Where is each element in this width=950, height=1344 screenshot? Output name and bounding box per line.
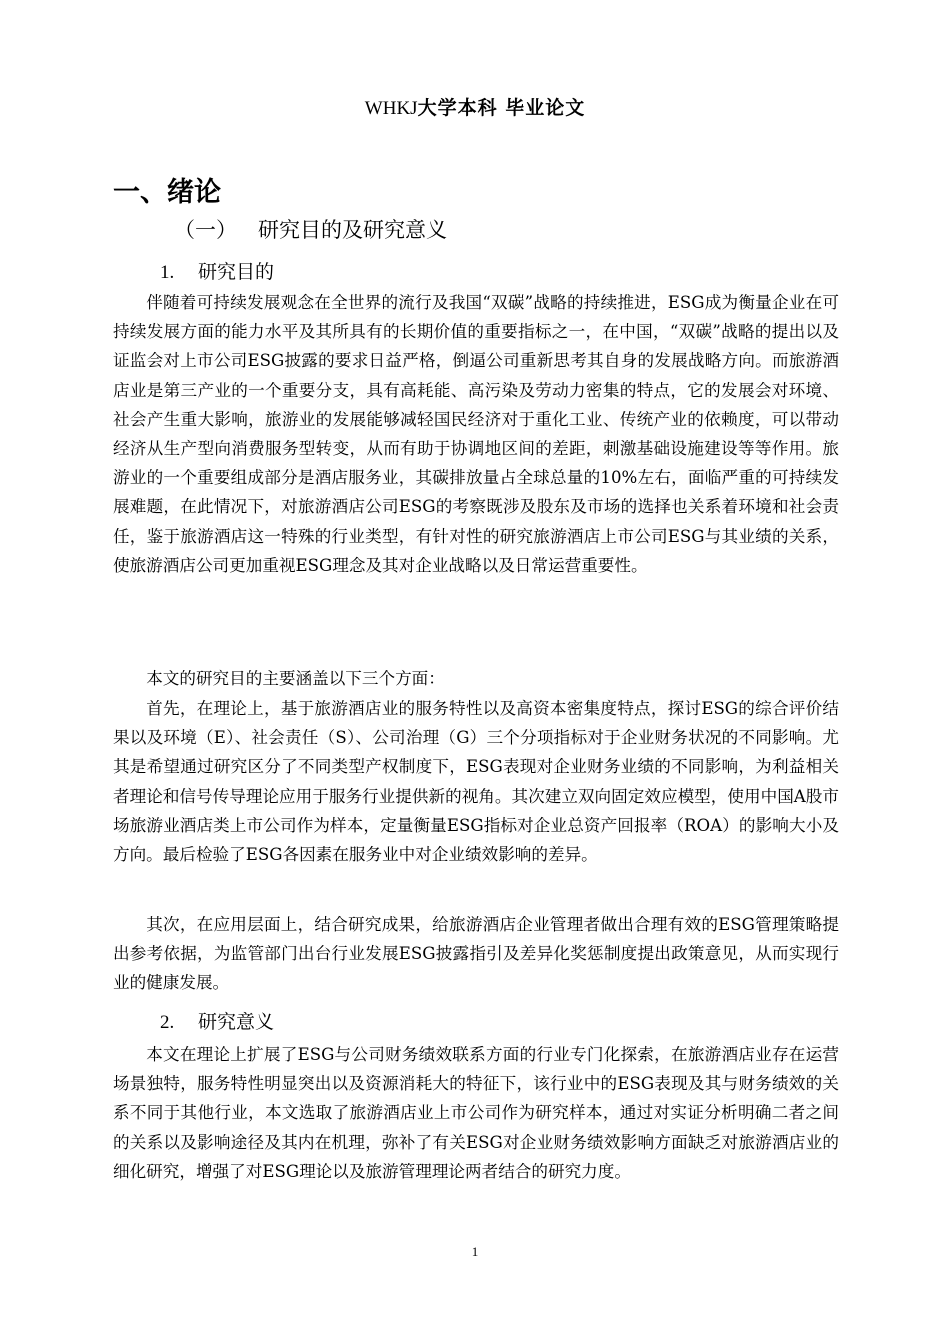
header-title: 大学本科 毕业论文	[417, 97, 586, 119]
subsection-title: 研究意义	[198, 1011, 275, 1033]
page-header	[0, 93, 950, 120]
subsection-heading-significance	[160, 1007, 274, 1034]
body-paragraph: 其次，在应用层面上，结合研究成果，给旅游酒店企业管理者做出合理有效的ESG管理策略提出参考依据，为监管部门出台行业发展ESG披露指引及差异化奖惩制度提出政策意见，从而实现行业的健康发展。	[113, 915, 839, 993]
header-latin: WHKJ	[364, 98, 418, 119]
body-paragraph: 本文的研究目的主要涵盖以下三个方面：	[146, 669, 445, 688]
body-paragraph: 本文在理论上扩展了ESG与公司财务绩效联系方面的行业专门化探索，在旅游酒店业存在运营场景独特，服务特性明显突出以及资源消耗大的特征下，该行业中的ESG表现及其与财务绩效的关系不同于其他行业，本文选取了旅游酒店业上市公司作为研究样本，通过对实证分析明确二者之间的关系以及影响途径及其内在机理，弥补了有关ESG对企业财务绩效影响方面缺乏对旅游酒店业的细化研究，增强了对ESG理论以及旅游管理理论两者结合的研究力度。	[113, 1045, 839, 1181]
body-paragraph: 伴随着可持续发展观念在全世界的流行及我国“双碳”战略的持续推进，ESG成为衡量企业在可持续发展方面的能力水平及其所具有的长期价值的重要指标之一，在中国，“双碳”战略的提出以及证监会对上市公司ESG披露的要求日益严格，倒逼公司重新思考其自身的发展战略方向。而旅游酒店业是第三产业的一个重要分支，具有高耗能、高污染及劳动力密集的特点，它的发展会对环境、社会产生重大影响，旅游业的发展能够减轻国民经济对于重化工业、传统产业的依赖度，可以带动经济从生产型向消费服务型转变，从而有助于协调地区间的差距，刺激基础设施建设等等作用。旅游业的一个重要组成部分是酒店服务业，其碳排放量占全球总量的10%左右，面临严重的可持续发展难题，在此情况下，对旅游酒店公司ESG的考察既涉及股东及市场的选择也关系着环境和社会责任，鉴于旅游酒店这一特殊的行业类型，有针对性的研究旅游酒店上市公司ESG与其业绩的关系，使旅游酒店公司更加重视ESG理念及其对企业战略以及日常运营重要性。	[113, 293, 839, 575]
section-heading	[174, 214, 447, 244]
page-number: 1	[471, 1244, 479, 1259]
subsection-title: 研究目的	[198, 261, 275, 283]
chapter-heading: 一、绪论	[113, 177, 221, 208]
section-title: 研究目的及研究意义	[258, 218, 447, 242]
body-paragraph: 首先，在理论上，基于旅游酒店业的服务特性以及高资本密集度特点，探讨ESG的综合评价结果以及环境（E）、社会责任（S）、公司治理（G）三个分项指标对于企业财务状况的不同影响。尤其是希望通过研究区分了不同类型产权制度下，ESG表现对企业财务业绩的不同影响，为利益相关者理论和信号传导理论应用于服务行业提供新的视角。其次建立双向固定效应模型，使用中国A股市场旅游业酒店类上市公司作为样本，定量衡量ESG指标对企业总资产回报率（ROA）的影响大小及方向。最后检验了ESG各因素在服务业中对企业绩效影响的差异。	[113, 699, 839, 865]
subsection-heading-purpose	[160, 257, 274, 284]
section-number: （一）	[174, 218, 237, 242]
subsection-number: 1.	[160, 262, 175, 283]
subsection-number: 2.	[160, 1012, 175, 1033]
